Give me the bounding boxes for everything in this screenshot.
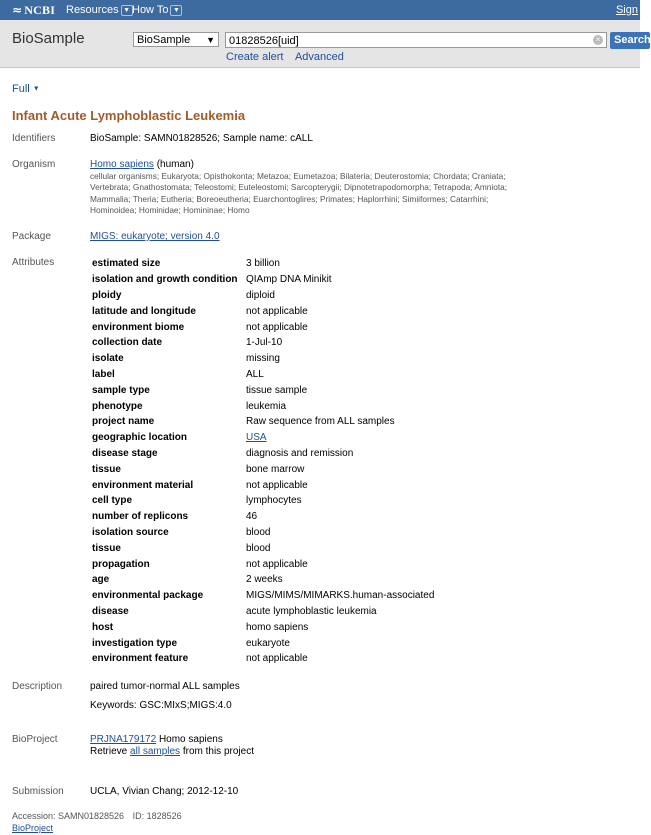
attribute-row bbox=[90, 588, 436, 604]
attributes-table bbox=[90, 256, 436, 667]
accession-value: Accession: SAMN01828526 bbox=[12, 811, 125, 821]
attribute-key: tissue bbox=[92, 463, 121, 475]
ncbi-logo[interactable] bbox=[12, 3, 55, 18]
how-to-menu-label: How To bbox=[132, 4, 169, 16]
attribute-key: investigation type bbox=[92, 637, 178, 649]
attribute-value: acute lymphoblastic leukemia bbox=[246, 605, 377, 617]
attribute-row bbox=[90, 556, 436, 572]
attribute-key: host bbox=[92, 621, 114, 633]
database-select-value: BioSample bbox=[137, 34, 191, 46]
attribute-value: diploid bbox=[246, 289, 275, 301]
attribute-key: disease bbox=[92, 605, 129, 617]
chevron-down-icon: ▼ bbox=[121, 5, 133, 16]
display-format-menu[interactable] bbox=[12, 83, 40, 95]
package-value bbox=[90, 231, 220, 242]
attribute-value bbox=[244, 430, 436, 446]
attribute-value: not applicable bbox=[246, 558, 308, 570]
organism-common-name: (human) bbox=[156, 159, 194, 170]
attribute-row bbox=[90, 367, 436, 383]
attribute-value: 3 billion bbox=[246, 258, 280, 270]
attribute-key: cell type bbox=[92, 495, 133, 507]
attribute-row bbox=[90, 272, 436, 288]
dropdown-arrow-icon: ▼ bbox=[206, 35, 215, 45]
search-query: 01828526[uid] bbox=[229, 35, 299, 47]
advanced-search-link[interactable]: Advanced bbox=[294, 51, 344, 63]
chevron-down-icon: ▼ bbox=[170, 5, 182, 16]
record-id: ID: 1828526 bbox=[132, 811, 182, 821]
search-input[interactable] bbox=[225, 32, 607, 48]
attribute-key: isolation and growth condition bbox=[92, 274, 238, 286]
attribute-row bbox=[90, 335, 436, 351]
attribute-row bbox=[90, 509, 436, 525]
create-alert-link[interactable]: Create alert bbox=[226, 51, 284, 63]
attribute-row bbox=[90, 572, 436, 588]
attribute-key: label bbox=[92, 368, 115, 380]
attribute-value: MIGS/MIMS/MIMARKS.human-associated bbox=[246, 590, 435, 602]
record-footer bbox=[12, 811, 182, 821]
attribute-key: number of replicons bbox=[92, 511, 189, 523]
submission-label: Submission bbox=[12, 786, 64, 797]
attribute-row bbox=[90, 382, 436, 398]
attribute-value: 46 bbox=[246, 511, 258, 523]
attribute-value: blood bbox=[246, 526, 271, 538]
attribute-row bbox=[90, 635, 436, 651]
database-select[interactable] bbox=[133, 32, 219, 47]
attribute-row bbox=[90, 619, 436, 635]
resources-menu[interactable] bbox=[66, 4, 133, 16]
attribute-row bbox=[90, 256, 436, 272]
ncbi-topbar bbox=[0, 0, 640, 20]
all-samples-link[interactable]: all samples bbox=[130, 746, 181, 757]
attribute-value: bone marrow bbox=[246, 463, 305, 475]
keywords-value: Keywords: GSC:MIxS;MIGS:4.0 bbox=[90, 700, 232, 711]
attribute-key: environmental package bbox=[92, 590, 204, 602]
package-link[interactable]: MIGS: eukaryote; version 4.0 bbox=[90, 231, 220, 242]
attribute-key: environment feature bbox=[92, 653, 189, 665]
attribute-row bbox=[90, 414, 436, 430]
attribute-row bbox=[90, 477, 436, 493]
attribute-row bbox=[90, 461, 436, 477]
attribute-value: 1-Jul-10 bbox=[246, 337, 283, 349]
how-to-menu[interactable] bbox=[132, 4, 182, 16]
attribute-row bbox=[90, 351, 436, 367]
search-bar bbox=[0, 20, 651, 68]
organism-link[interactable]: Homo sapiens bbox=[90, 159, 154, 170]
description-value: paired tumor-normal ALL samples bbox=[90, 681, 240, 692]
attribute-key: tissue bbox=[92, 542, 121, 554]
description-label: Description bbox=[12, 681, 63, 692]
attribute-value-link[interactable]: USA bbox=[246, 432, 267, 444]
attribute-row bbox=[90, 446, 436, 462]
caret-down-icon: ▼ bbox=[32, 85, 40, 93]
retrieve-suffix: from this project bbox=[182, 746, 254, 757]
attribute-key: disease stage bbox=[92, 447, 158, 459]
attribute-key: ploidy bbox=[92, 289, 122, 301]
attribute-value: not applicable bbox=[246, 653, 308, 665]
attribute-value: homo sapiens bbox=[246, 621, 309, 633]
attribute-value: lymphocytes bbox=[246, 495, 302, 507]
attribute-row bbox=[90, 540, 436, 556]
identifiers-value: BioSample: SAMN01828526; Sample name: cALL bbox=[90, 133, 313, 144]
attribute-key: isolation source bbox=[92, 526, 169, 538]
attribute-value: tissue sample bbox=[246, 384, 308, 396]
attribute-value: not applicable bbox=[246, 305, 308, 317]
search-button[interactable]: Search bbox=[610, 32, 650, 49]
ncbi-logo-icon: ≈ bbox=[12, 3, 23, 17]
attribute-key: collection date bbox=[92, 337, 163, 349]
attribute-key: phenotype bbox=[92, 400, 143, 412]
attribute-value: blood bbox=[246, 542, 271, 554]
attribute-value: 2 weeks bbox=[246, 574, 283, 586]
bioproject-link[interactable]: PRJNA179172 bbox=[90, 734, 157, 745]
attribute-value: not applicable bbox=[246, 479, 308, 491]
attribute-key: age bbox=[92, 574, 110, 586]
submission-value: UCLA, Vivian Chang; 2012-12-10 bbox=[90, 786, 239, 797]
attribute-key: environment material bbox=[92, 479, 194, 491]
attribute-value: leukemia bbox=[246, 400, 287, 412]
attribute-value: diagnosis and remission bbox=[246, 447, 354, 459]
bioproject-organism: Homo sapiens bbox=[158, 734, 223, 745]
attribute-key: isolate bbox=[92, 353, 124, 365]
display-format-label: Full bbox=[12, 83, 30, 95]
attribute-value: missing bbox=[246, 353, 280, 365]
attribute-row bbox=[90, 430, 436, 446]
attribute-row bbox=[90, 604, 436, 620]
package-label: Package bbox=[12, 231, 51, 242]
attribute-value: not applicable bbox=[246, 321, 308, 333]
clear-icon[interactable]: × bbox=[593, 35, 603, 45]
attributes-label: Attributes bbox=[12, 257, 55, 268]
attribute-value: QIAmp DNA Minikit bbox=[246, 274, 332, 286]
attribute-key: geographic location bbox=[92, 432, 188, 444]
attribute-key: sample type bbox=[92, 384, 150, 396]
sign-in-link[interactable]: Sign bbox=[615, 4, 638, 16]
resources-menu-label: Resources bbox=[66, 4, 119, 16]
attribute-value: eukaryote bbox=[246, 637, 290, 649]
attribute-row bbox=[90, 525, 436, 541]
attribute-row bbox=[90, 398, 436, 414]
attribute-value: Raw sequence from ALL samples bbox=[246, 416, 395, 428]
attribute-value: ALL bbox=[246, 368, 264, 380]
attribute-key: propagation bbox=[92, 558, 150, 570]
attribute-row bbox=[90, 651, 436, 667]
organism-lineage: cellular organisms; Eukaryota; Opisthokonta; Metazoa; Eumetazoa; Bilateria; Deuterostomia; Chordata; Craniata; Vertebrata; Gnathostomata; Teleostomi; Euteleostomi; Sarcopterygii; Dipnotetrapodomorpha; Tetrapoda; Amniota; Mammalia; Theria; Eutheria; Boreoeutheria; Euarchontoglires; Primates; Haplorrhini; Simiiformes; Catarrhini; Hominoidea; Hominidae; Homininae; Homo bbox=[90, 171, 508, 216]
bioproject-label: BioProject bbox=[12, 734, 58, 745]
attribute-key: latitude and longitude bbox=[92, 305, 196, 317]
attribute-key: project name bbox=[92, 416, 155, 428]
attribute-key: environment biome bbox=[92, 321, 185, 333]
organism-label: Organism bbox=[12, 159, 56, 170]
attribute-row bbox=[90, 319, 436, 335]
attribute-row bbox=[90, 493, 436, 509]
ncbi-logo-text: NCBI bbox=[24, 3, 56, 17]
identifiers-label: Identifiers bbox=[12, 133, 56, 144]
search-sub-links bbox=[226, 51, 353, 63]
footer-bioproject-link[interactable]: BioProject bbox=[12, 823, 54, 833]
retrieve-samples bbox=[90, 746, 254, 757]
attribute-row bbox=[90, 303, 436, 319]
retrieve-prefix: Retrieve bbox=[90, 746, 128, 757]
bioproject-value bbox=[90, 734, 223, 745]
database-title[interactable]: BioSample bbox=[12, 30, 85, 47]
attribute-key: estimated size bbox=[92, 258, 161, 270]
organism-value bbox=[90, 159, 194, 170]
record-title: Infant Acute Lymphoblastic Leukemia bbox=[12, 108, 246, 123]
attribute-row bbox=[90, 288, 436, 304]
